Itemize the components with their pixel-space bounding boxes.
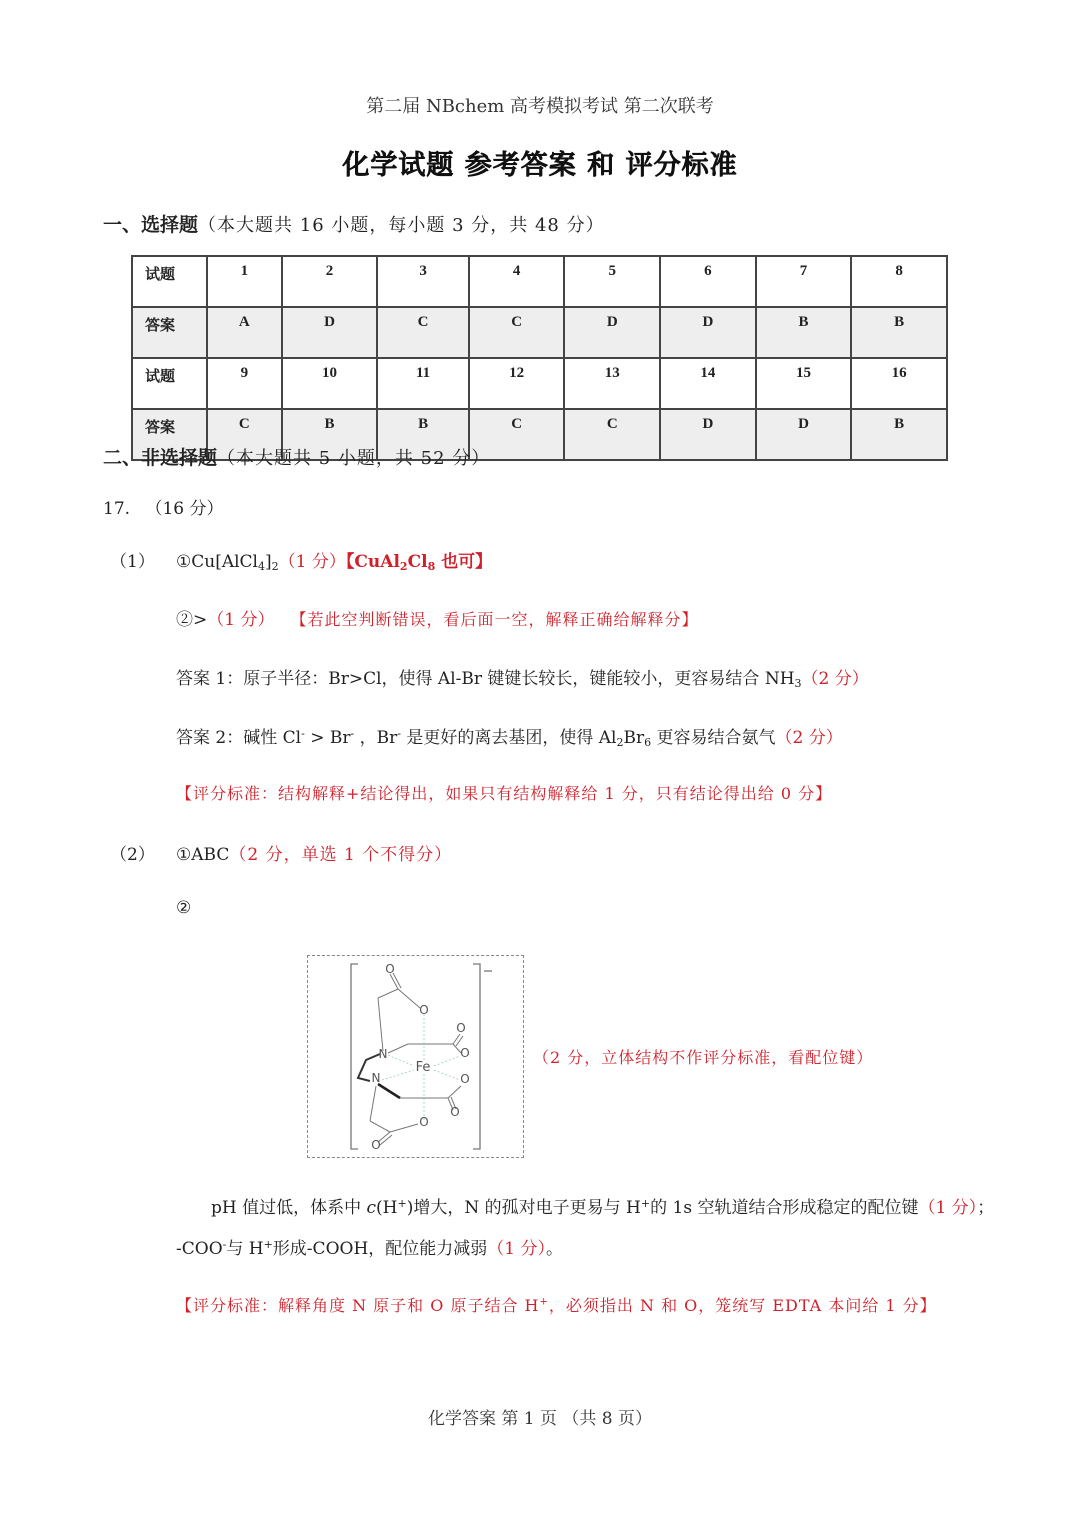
answer-cell: B: [377, 409, 469, 460]
answer-cell: B: [282, 409, 378, 460]
row-label-question: 试题: [132, 358, 207, 409]
question-cell: 3: [377, 256, 469, 307]
section-1-title: 一、选择题: [103, 214, 199, 236]
diagram-score-note: （2 分，立体结构不作评分标准，看配位键）: [533, 1048, 874, 1067]
row-label-question: 试题: [132, 256, 207, 307]
subscript: 2: [616, 736, 624, 749]
question-cell: 1: [207, 256, 282, 307]
score-note: （1 分）: [487, 1239, 546, 1259]
answer-text: > Br: [304, 728, 351, 748]
explanation-answer-1: [176, 664, 869, 690]
superscript: -: [301, 727, 305, 740]
answer-text: ，Br: [354, 728, 398, 748]
criteria-text: 【评分标准：解释角度 N 原子和 O 原子结合 H: [176, 1296, 540, 1315]
answer-cell: C: [377, 307, 469, 358]
score-note: （2 分）: [775, 728, 843, 748]
question-cell: 14: [660, 358, 756, 409]
section-2-note: （本大题共 5 小题，共 52 分）: [217, 448, 491, 469]
answer-cell: C: [207, 409, 282, 460]
question-cell: 13: [564, 358, 660, 409]
answer-cell: A: [207, 307, 282, 358]
answer-text: 答案 1：原子半径：Br>Cl，使得 Al-Br 键键长较长，键能较小，更容易结合 NH: [176, 669, 795, 689]
question-cell: 8: [851, 256, 947, 307]
formula-text: ①Cu[AlCl: [176, 552, 258, 572]
grading-note: 【若此空判断错误，看后面一空，解释正确给解释分】: [298, 610, 699, 629]
superscript: +: [397, 1197, 407, 1210]
text: )增大，N 的孤对电子更易与 H: [406, 1198, 641, 1218]
answer-text: ②>: [176, 610, 208, 630]
superscript: -: [350, 727, 355, 740]
question-cell: 16: [851, 358, 947, 409]
question-cell: 9: [207, 358, 282, 409]
question-cell: 6: [660, 256, 756, 307]
section-1-heading: [103, 210, 605, 237]
answer-text: Br: [623, 728, 645, 748]
svg-text:O: O: [385, 962, 395, 976]
subscript: 8: [427, 560, 436, 573]
part-1-answer-2: [176, 605, 699, 630]
section-1-note: （本大题共 16 小题，每小题 3 分，共 48 分）: [198, 215, 605, 236]
answer-cell: C: [469, 307, 565, 358]
row-label-answer: 答案: [132, 409, 207, 460]
page-footer: 化学答案 第 1 页 （共 8 页）: [427, 1409, 653, 1429]
answer-text: 答案 2：碱性 Cl: [176, 728, 302, 748]
superscript: +: [263, 1238, 273, 1251]
text: 形成-COOH，配位能力减弱: [272, 1239, 488, 1259]
superscript: +: [539, 1296, 549, 1308]
alt-text: Cl: [407, 552, 428, 572]
score-note: （1 分）: [918, 1198, 978, 1218]
subscript: 2: [271, 560, 279, 573]
text: 的 1s 空轨道结合形成稳定的配位键: [650, 1198, 919, 1218]
fe-edta-structure-diagram: [307, 955, 524, 1158]
fe-edta-complex-icon: [308, 956, 523, 1157]
superscript: -: [397, 727, 401, 740]
part-2-answer-1: [176, 840, 452, 865]
table-row-questions-1: [132, 256, 947, 307]
text: pH 值过低，体系中: [211, 1198, 367, 1218]
superscript: -: [222, 1238, 227, 1251]
answer-cell: C: [564, 409, 660, 460]
alt-answer-note: [346, 552, 492, 572]
subscript: 4: [258, 560, 265, 573]
alt-text: 也可】: [435, 552, 493, 572]
part-1-answer-1: [176, 547, 492, 573]
svg-text:O: O: [450, 1105, 460, 1119]
question-cell: 15: [756, 358, 852, 409]
subscript: 6: [644, 736, 652, 749]
part-1-label: （1）: [110, 552, 155, 572]
text: -COO: [176, 1239, 223, 1259]
explanation-line-1: [211, 1193, 994, 1218]
question-cell: 11: [377, 358, 469, 409]
answer-cell: D: [282, 307, 378, 358]
row-label-answer: 答案: [132, 307, 207, 358]
concentration-symbol: c: [366, 1198, 377, 1218]
question-number: 17.: [103, 499, 131, 519]
table-row-answers-1: [132, 307, 947, 358]
svg-text:O: O: [456, 1021, 466, 1035]
text: 与 H: [226, 1239, 264, 1259]
score-note: （1 分）: [207, 610, 275, 630]
score-note: （2 分，单选 1 个不得分）: [229, 845, 453, 865]
answer-cell: D: [564, 307, 660, 358]
svg-text:O: O: [460, 1072, 470, 1086]
answer-text: 是更好的离去基团，使得 Al: [400, 728, 617, 748]
score-note: （1 分）: [278, 552, 346, 572]
answer-text: 更容易结合氨气: [651, 728, 776, 748]
answer-cell: D: [660, 409, 756, 460]
part-2-label: （2）: [110, 845, 155, 865]
question-cell: 10: [282, 358, 378, 409]
section-2-title: 二、非选择题: [103, 447, 218, 469]
question-17-header: [103, 494, 224, 519]
formula-text: ]: [265, 552, 272, 572]
answer-cell: D: [756, 409, 852, 460]
svg-text:O: O: [419, 1115, 429, 1129]
text: ；: [977, 1198, 995, 1218]
question-cell: 7: [756, 256, 852, 307]
answer-cell: B: [756, 307, 852, 358]
text: (H: [376, 1198, 398, 1218]
grading-criteria-2: [176, 1293, 937, 1316]
answer-table: [131, 255, 948, 461]
score-note: （2 分）: [801, 669, 869, 689]
svg-text:Fe: Fe: [415, 1060, 431, 1075]
section-2-heading: [103, 443, 490, 470]
svg-text:N: N: [378, 1047, 388, 1061]
page-title: 化学试题 参考答案 和 评分标准: [342, 150, 738, 181]
answer-cell: C: [469, 409, 565, 460]
svg-text:O: O: [371, 1138, 381, 1152]
alt-text: 【CuAl: [345, 552, 400, 572]
question-score: （16 分）: [145, 499, 224, 519]
answer-cell: B: [851, 409, 947, 460]
subscript: 3: [794, 677, 802, 690]
text: 。: [546, 1239, 563, 1259]
subscript: 2: [399, 560, 408, 573]
superscript: +: [640, 1197, 651, 1210]
svg-text:O: O: [460, 1046, 470, 1060]
explanation-answer-2: [176, 723, 843, 749]
answer-cell: B: [851, 307, 947, 358]
table-row-questions-2: [132, 358, 947, 409]
answer-cell: D: [660, 307, 756, 358]
criteria-text: ，必须指出 N 和 O，笼统写 EDTA 本问给 1 分】: [548, 1296, 937, 1315]
grading-criteria-1: 【评分标准：结构解释+结论得出，如果只有结构解释给 1 分，只有结论得出给 0 分】: [176, 784, 833, 803]
svg-text:O: O: [419, 1003, 429, 1017]
question-cell: 5: [564, 256, 660, 307]
exam-subtitle: 第二届 NBchem 高考模拟考试 第二次联考: [366, 96, 714, 117]
svg-text:N: N: [371, 1071, 381, 1085]
question-cell: 4: [469, 256, 565, 307]
explanation-line-2: [176, 1234, 563, 1259]
part-2-answer-2-label: ②: [176, 898, 192, 918]
answer-text: ①ABC: [176, 845, 230, 865]
question-cell: 2: [282, 256, 378, 307]
question-cell: 12: [469, 358, 565, 409]
